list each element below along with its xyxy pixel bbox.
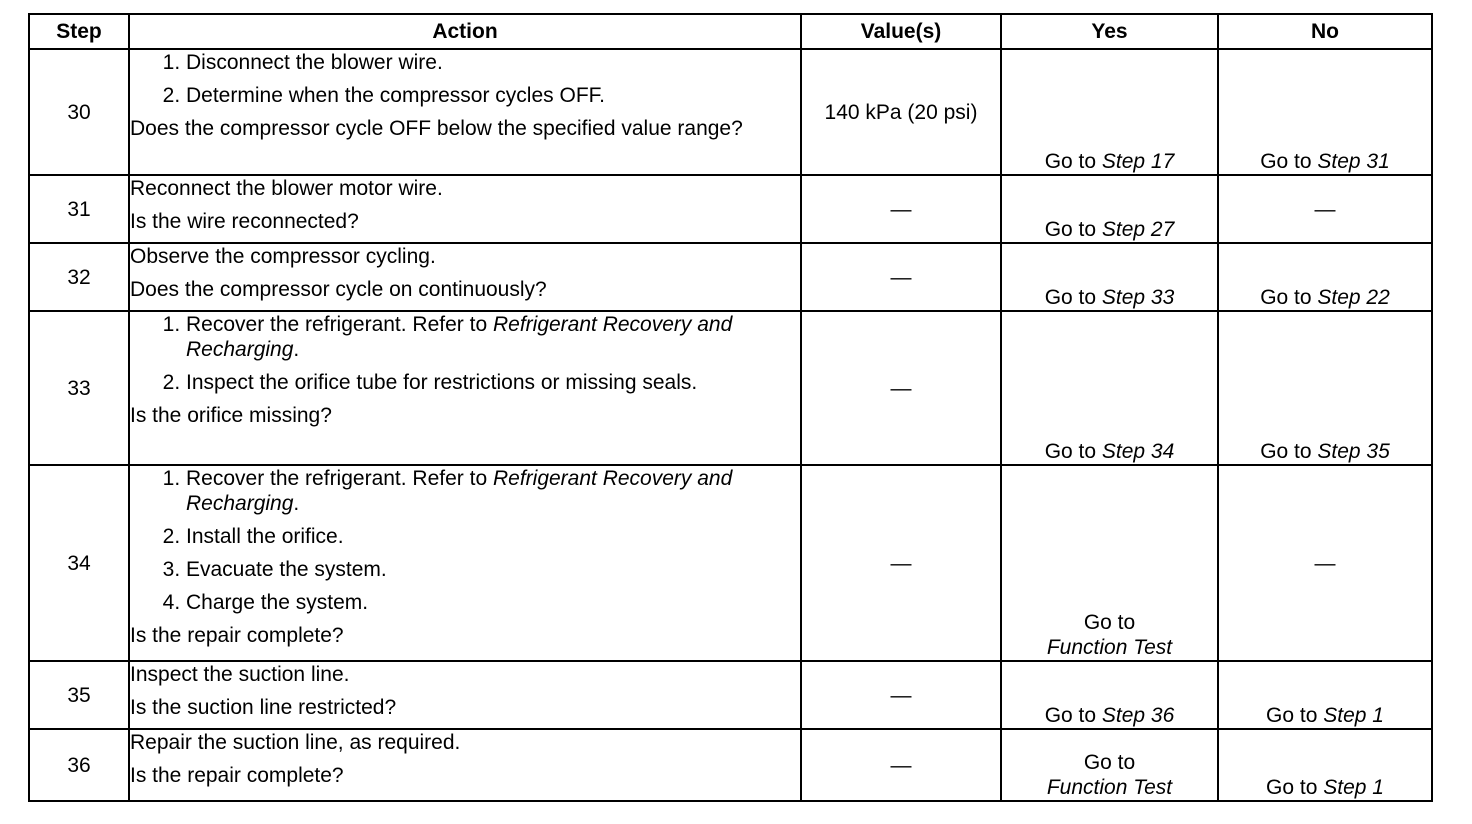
action-instruction: Repair the suction line, as required.	[130, 731, 461, 754]
yes-cell	[1001, 49, 1218, 175]
goto-target: Step 22	[1317, 286, 1390, 309]
goto-target: Function Test	[1046, 776, 1173, 799]
action-step: 1. Disconnect the blower wire.	[186, 50, 800, 75]
action-question: Is the wire reconnected?	[130, 210, 359, 233]
value-cell: —	[801, 311, 1001, 465]
value-cell: 140 kPa (20 psi)	[801, 49, 1001, 175]
step-number: 34	[29, 465, 129, 661]
step-number: 35	[29, 661, 129, 729]
reference-link: Refrigerant Recovery and Recharging	[186, 467, 733, 515]
action-step: 3. Evacuate the system.	[186, 557, 800, 582]
no-cell	[1218, 465, 1432, 661]
action-instruction: Reconnect the blower motor wire.	[130, 177, 443, 200]
value-cell: —	[801, 661, 1001, 729]
step-number: 30	[29, 49, 129, 175]
action-steps	[130, 466, 800, 615]
yes-cell	[1001, 661, 1218, 729]
action-step: 4. Charge the system.	[186, 590, 800, 615]
no-cell	[1218, 311, 1432, 465]
goto-prefix: Go to	[1266, 776, 1324, 799]
table-row	[29, 175, 1432, 243]
goto-target: Step 17	[1101, 150, 1175, 173]
goto-target: Step 27	[1101, 218, 1175, 241]
action-steps	[130, 50, 800, 108]
reference-link: Refrigerant Recovery and Recharging	[186, 313, 733, 361]
action-question: Is the repair complete?	[130, 624, 344, 647]
goto-prefix: Go to	[1260, 150, 1318, 173]
action-instruction: Inspect the suction line.	[130, 663, 350, 686]
goto-target: Step 33	[1101, 286, 1175, 309]
header-yes: Yes	[1001, 14, 1218, 49]
action-question: Is the orifice missing?	[130, 404, 332, 427]
header-row	[29, 14, 1432, 49]
step-number: 36	[29, 729, 129, 801]
step-number: 32	[29, 243, 129, 311]
action-instruction: Observe the compressor cycling.	[130, 245, 436, 268]
yes-cell	[1001, 311, 1218, 465]
goto-prefix: Go to	[1260, 286, 1318, 309]
no-cell	[1218, 243, 1432, 311]
goto-target: Step 1	[1323, 776, 1384, 799]
action-step: 2. Install the orifice.	[186, 524, 800, 549]
table-row	[29, 243, 1432, 311]
action-cell	[129, 243, 801, 311]
header-action: Action	[129, 14, 801, 49]
no-cell	[1218, 661, 1432, 729]
table-row	[29, 311, 1432, 465]
value-cell: —	[801, 465, 1001, 661]
empty-dash: —	[1314, 197, 1336, 221]
step-number: 33	[29, 311, 129, 465]
yes-cell	[1001, 243, 1218, 311]
action-cell	[129, 661, 801, 729]
goto-prefix: Go to	[1083, 751, 1136, 774]
action-steps	[130, 312, 800, 395]
table-body	[29, 49, 1432, 801]
goto-target: Step 31	[1317, 150, 1390, 173]
action-step: 2. Inspect the orifice tube for restrictions or missing seals.	[186, 370, 800, 395]
value-cell: —	[801, 729, 1001, 801]
action-question: Is the suction line restricted?	[130, 696, 397, 719]
goto-target: Function Test	[1046, 636, 1173, 659]
goto-prefix: Go to	[1044, 286, 1102, 309]
table-row	[29, 661, 1432, 729]
table-row	[29, 49, 1432, 175]
goto-prefix: Go to	[1044, 440, 1102, 463]
diagnostic-table-page	[28, 13, 1433, 802]
header-values: Value(s)	[801, 14, 1001, 49]
goto-prefix: Go to	[1260, 440, 1318, 463]
action-question: Is the repair complete?	[130, 764, 344, 787]
action-question: Does the compressor cycle OFF below the specified value range?	[130, 117, 743, 140]
action-question: Does the compressor cycle on continuously?	[130, 278, 547, 301]
yes-cell	[1001, 175, 1218, 243]
step-number: 31	[29, 175, 129, 243]
no-cell	[1218, 49, 1432, 175]
action-cell	[129, 175, 801, 243]
no-cell	[1218, 729, 1432, 801]
empty-dash: —	[1314, 551, 1336, 575]
header-no: No	[1218, 14, 1432, 49]
action-cell	[129, 311, 801, 465]
goto-target: Step 34	[1101, 440, 1175, 463]
value-cell: —	[801, 175, 1001, 243]
goto-prefix: Go to	[1044, 218, 1102, 241]
action-cell	[129, 729, 801, 801]
goto-prefix: Go to	[1044, 704, 1102, 727]
table-row	[29, 729, 1432, 801]
action-cell	[129, 49, 801, 175]
goto-prefix: Go to	[1266, 704, 1324, 727]
goto-prefix: Go to	[1044, 150, 1102, 173]
yes-cell	[1001, 729, 1218, 801]
yes-cell	[1001, 465, 1218, 661]
goto-target: Step 36	[1101, 704, 1175, 727]
no-cell	[1218, 175, 1432, 243]
action-step: 2. Determine when the compressor cycles OFF.	[186, 83, 800, 108]
goto-target: Step 35	[1317, 440, 1390, 463]
action-step: 1. Recover the refrigerant. Refer to Refrigerant Recovery and Recharging.	[186, 312, 800, 362]
goto-target: Step 1	[1323, 704, 1384, 727]
action-cell	[129, 465, 801, 661]
table-row	[29, 465, 1432, 661]
value-cell: —	[801, 243, 1001, 311]
action-step: 1. Recover the refrigerant. Refer to Refrigerant Recovery and Recharging.	[186, 466, 800, 516]
diagnostic-table	[28, 13, 1433, 802]
goto-prefix: Go to	[1083, 611, 1136, 634]
header-step: Step	[29, 14, 129, 49]
